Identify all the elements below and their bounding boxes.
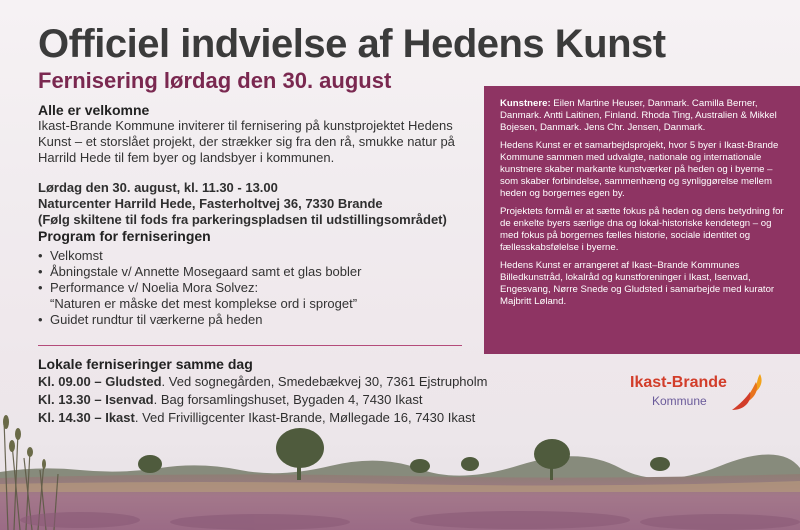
- local-event-time: Kl. 09.00 – Gludsted: [38, 374, 162, 389]
- main-content: [38, 102, 478, 328]
- program-heading: Program for ferniseringen: [38, 228, 211, 244]
- program-list: [38, 248, 478, 328]
- municipality-logo: [630, 372, 770, 416]
- artists-list: Eilen Martine Heuser, Danmark. Camilla Berner, Danmark. Antti Laitinen, Finland. Rhoda Ting, Australien & Mikkel Bojesen, Danmark. Jens Chr. Jensen, Danmark.: [500, 98, 777, 133]
- flame-logo-icon: [730, 372, 768, 412]
- welcome-heading: Alle er velkomne: [38, 102, 150, 118]
- local-events-heading: Lokale ferniseringer samme dag: [38, 356, 253, 372]
- local-event-time: Kl. 13.30 – Isenvad: [38, 392, 154, 407]
- local-event-row: [38, 409, 598, 427]
- info-paragraph: Hedens Kunst er et samarbejdsprojekt, hvor 5 byer i Ikast-Brande Kommune sammen med udvalgte, nationale og internationale kunstnere skaber markante kunstværker på heden og i byerne – som skaber forbindelse, sammenhæng og synliggørelse mellem heden og borgernes egen by.: [500, 140, 779, 199]
- local-events: [38, 355, 598, 427]
- info-paragraph: Hedens Kunst er arrangeret af Ikast–Brande Kommunes Billedkunstråd, lokalråd og kunstforeninger i Ikast, Isenvad, Engesvang, Nørre Snede og Gludsted i samarbejde med kurator Majbritt Løland.: [500, 260, 775, 307]
- program-item: [38, 280, 478, 312]
- local-event-detail: . Bag forsamlingshuset, Bygaden 4, 7430 Ikast: [153, 392, 423, 407]
- logo-subtitle: Kommune: [652, 394, 707, 408]
- artists-label: Kunstnere:: [500, 98, 551, 109]
- performance-quote: “Naturen er måske det mest komplekse ord i sproget”: [50, 296, 358, 311]
- program-item: • Velkomst: [38, 248, 478, 264]
- event-note: (Følg skiltene til fods fra parkeringspladsen til udstillingsområdet): [38, 212, 447, 227]
- logo-name: Ikast-Brande: [630, 374, 727, 391]
- section-divider: [38, 345, 462, 346]
- local-event-time: Kl. 14.30 – Ikast: [38, 410, 135, 425]
- info-box: [484, 86, 800, 354]
- program-item: • Guidet rundtur til værkerne på heden: [38, 312, 478, 328]
- intro-text: Ikast-Brande Kommune inviterer til fernisering på kunstprojektet Hedens Kunst – et storslået projekt, der strækker sig fra den rå, smukke natur på Harrild Hede til fem byer og landsbyer i kommunen.: [38, 118, 455, 165]
- local-event-row: [38, 391, 598, 409]
- program-item-label: Performance v/ Noelia Mora Solvez:: [50, 280, 259, 295]
- event-date-time: Lørdag den 30. august, kl. 11.30 - 13.00: [38, 180, 278, 195]
- event-details: [38, 180, 478, 228]
- info-paragraph: Projektets formål er at sætte fokus på heden og dens betydning for de enkelte byers særlige dna og lokal-historiske kendetegn – og med fokus på borgernes fælles historie, sociale identitet og fællesskabsfølelse i byerne.: [500, 206, 784, 253]
- artists-text: [500, 98, 786, 134]
- program-item: • Åbningstale v/ Annette Mosegaard samt et glas bobler: [38, 264, 478, 280]
- local-event-row: [38, 373, 598, 391]
- page-title: Officiel indvielse af Hedens Kunst: [38, 22, 666, 66]
- local-event-detail: . Ved sognegården, Smedebækvej 30, 7361 Ejstrupholm: [161, 374, 488, 389]
- local-event-detail: . Ved Frivilligcenter Ikast-Brande, Møllegade 16, 7430 Ikast: [134, 410, 476, 425]
- page-subtitle: Fernisering lørdag den 30. august: [38, 68, 392, 93]
- event-place: Naturcenter Harrild Hede, Fasterholtvej 36, 7330 Brande: [38, 196, 383, 211]
